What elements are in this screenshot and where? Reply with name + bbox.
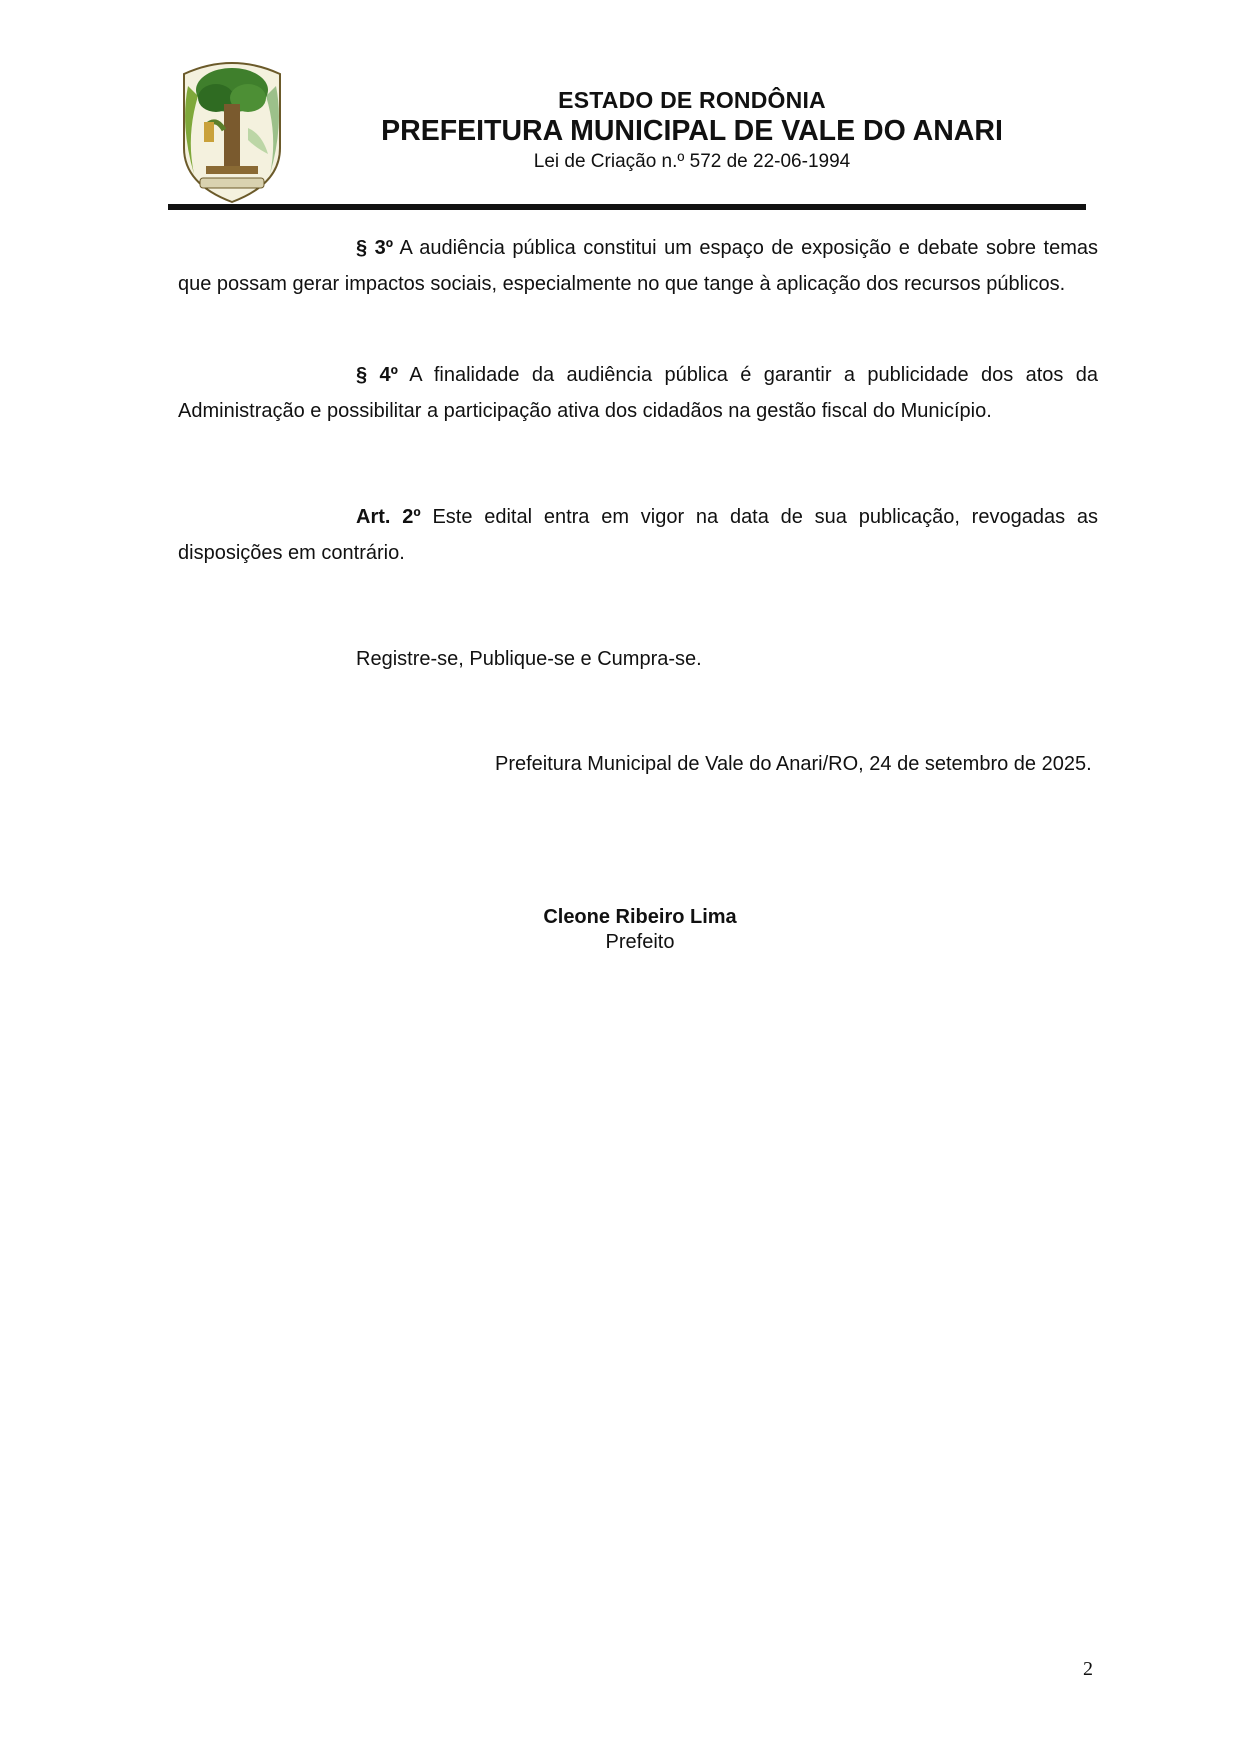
paragraph-text: A audiência pública constitui um espaço de exposição e debate sobre temas que possam gerar impactos sociais, especialmente no que tange à aplicação dos recursos públicos.	[178, 237, 1098, 295]
coat-of-arms-icon	[176, 56, 288, 206]
paragraph-label: § 3º	[356, 237, 394, 259]
paragraph-3	[178, 230, 1098, 302]
page-number: 2	[1083, 1658, 1093, 1680]
letterhead	[0, 0, 1241, 215]
paragraph-label: § 4º	[356, 364, 398, 386]
header-divider	[168, 204, 1086, 210]
place-and-date: Prefeitura Municipal de Vale do Anari/RO, 24 de setembro de 2025.	[495, 753, 1092, 775]
state-name: ESTADO DE RONDÔNIA	[558, 87, 826, 113]
creation-law: Lei de Criação n.º 572 de 22-06-1994	[533, 151, 851, 172]
article-label: Art. 2º	[356, 506, 421, 528]
article-text: Este edital entra em vigor na data de sua publicação, revogadas as disposições em contrário.	[178, 506, 1098, 564]
article-2	[178, 499, 1098, 571]
signer-role: Prefeito	[605, 931, 675, 953]
paragraph-text: A finalidade da audiência pública é garantir a publicidade dos atos da Administração e possibilitar a participação ativa dos cidadãos na gestão fiscal do Município.	[178, 364, 1099, 422]
closing-formula: Registre-se, Publique-se e Cumpra-se.	[356, 648, 702, 670]
city-hall-name: PREFEITURA MUNICIPAL DE VALE DO ANARI	[381, 115, 1003, 147]
paragraph-4	[178, 357, 1098, 429]
signer-name: Cleone Ribeiro Lima	[543, 906, 737, 928]
